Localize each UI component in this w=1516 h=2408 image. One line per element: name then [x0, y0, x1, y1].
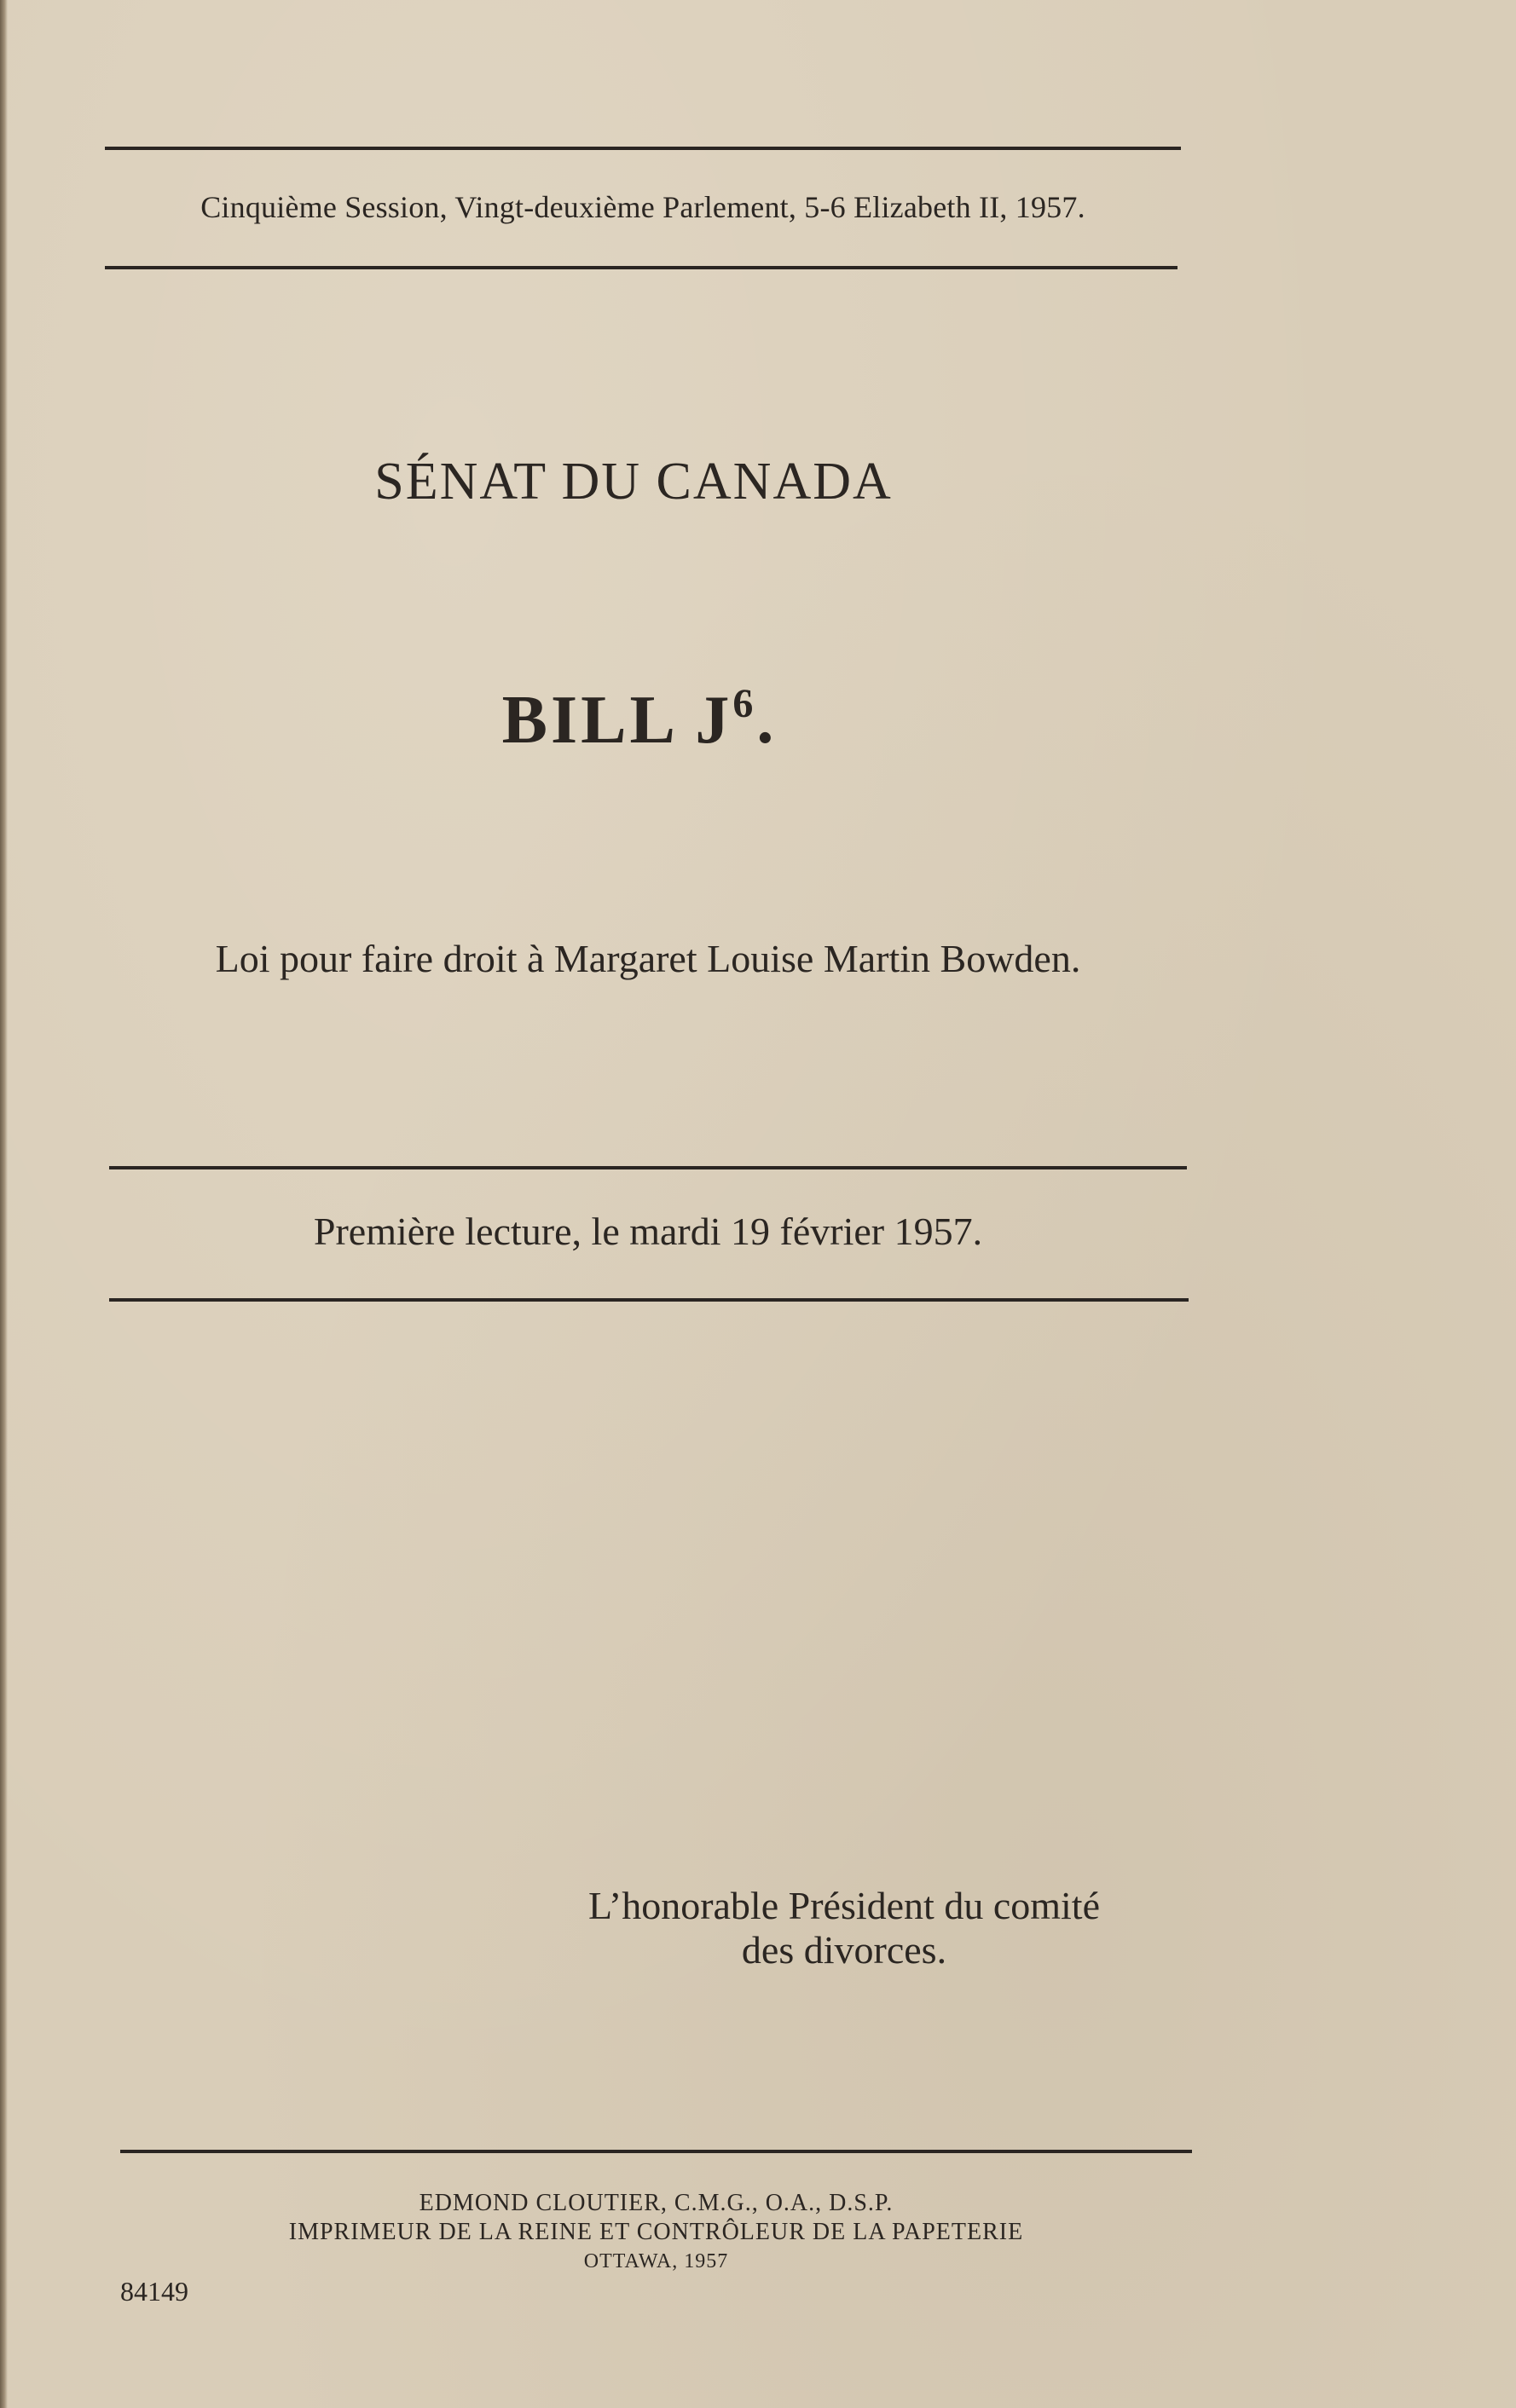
printer-office: IMPRIMEUR DE LA REINE ET CONTRÔLEUR DE LA PAPETERIE: [288, 2219, 1024, 2245]
document-number: 84149: [120, 2276, 188, 2307]
bill-superscript: 6: [732, 681, 757, 726]
sponsor-line-1: L’honorable Président du comité: [588, 1884, 1100, 1927]
sponsor-block: [477, 1884, 1211, 1972]
bill-label: BILL J: [501, 683, 733, 758]
sponsor-line-2: des divorces.: [741, 1928, 947, 1972]
senate-heading: SÉNAT DU CANADA: [374, 453, 893, 511]
first-reading: Première lecture, le mardi 19 février 1957.: [313, 1210, 983, 1253]
binding-edge: [0, 0, 8, 2408]
footer-rule: [120, 2150, 1192, 2153]
bill-period: .: [756, 683, 778, 758]
bill-number: [0, 682, 1279, 759]
header-top-rule: [105, 147, 1181, 150]
printer-name: EDMOND CLOUTIER, C.M.G., O.A., D.S.P.: [419, 2190, 894, 2216]
session-line: Cinquième Session, Vingt-deuxième Parlement, 5-6 Elizabeth II, 1957.: [200, 190, 1085, 224]
printer-block: [120, 2189, 1192, 2276]
bill-title: Loi pour faire droit à Margaret Louise Martin Bowden.: [215, 937, 1081, 980]
header-bottom-rule: [105, 266, 1178, 269]
printer-place: OTTAWA, 1957: [583, 2250, 729, 2272]
reading-top-rule: [109, 1166, 1187, 1169]
reading-bottom-rule: [109, 1298, 1189, 1302]
